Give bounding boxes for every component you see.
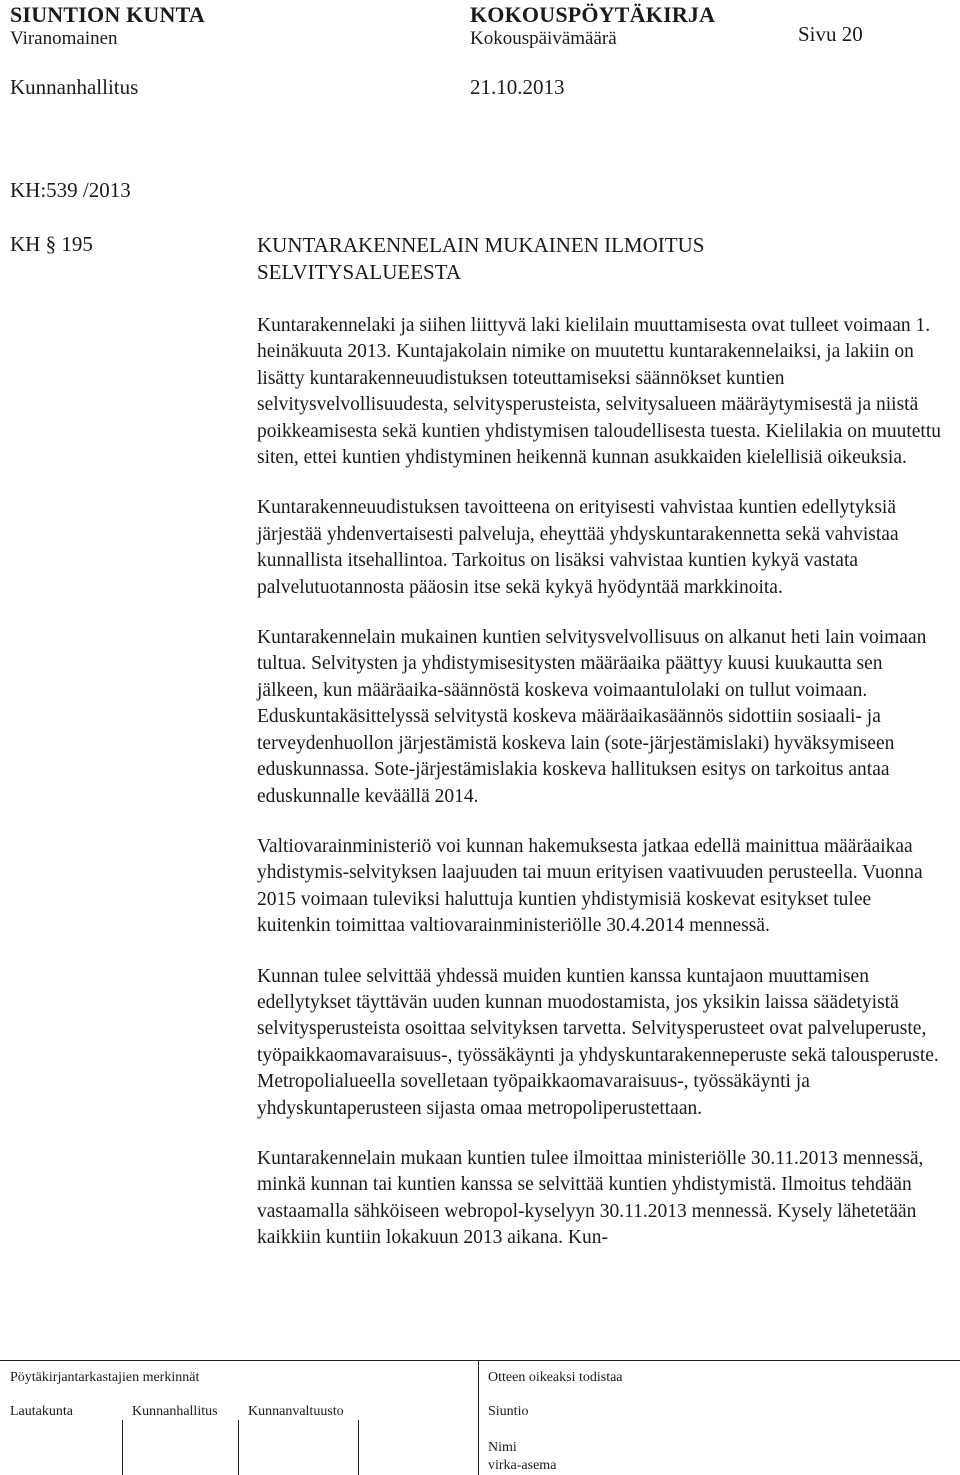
paragraph: Kuntarakennelaki ja siihen liittyvä laki kielilain muuttamisesta ovat tulleet voimaan 1. heinäkuuta 2013. Kuntajakolain nimike on muutettu kuntarakennelaiksi, ja lakiin on lisätty kuntarakenneuudistuksen toteuttamiseksi säännökset kuntien selvitysvelvollisuudesta, selvitysperusteista, selvitysalueen määräytymisestä ja niistä poikkeamisesta sekä kuntien yhdistymisen taloudellisesta tuesta. Kielilakia on muutettu siten, ettei kuntien yhdistyminen heikennä kunnan asukkaiden kielellisiä oikeuksia. xyxy=(257,315,941,469)
footer-box-divider xyxy=(238,1420,239,1475)
authority-label: Viranomainen xyxy=(10,28,118,49)
footer-divider xyxy=(478,1360,479,1475)
reviewers-label: Pöytäkirjantarkastajien merkinnät xyxy=(10,1370,200,1385)
page-number: Sivu 20 xyxy=(798,22,863,46)
footer-box-divider xyxy=(122,1420,123,1475)
paragraph: Kunnan tulee selvittää yhdessä muiden kuntien kanssa kuntajaon muuttamisen edellytykset täyttävän uuden kunnan muodostamista, jos yksikin laissa säädetyistä selvitysperusteista osoittaa selvityksen tarvetta. Selvitysperusteet ovat palveluperuste, työpaikkaomavaraisuus-, työssäkäynti ja yhdyskuntarakenneperuste sekä talousperuste. Metropolialueella sovelletaan työpaikkaomavaraisuus-, työssäkäynti ja yhdyskuntaperusteen sijasta omaa metropoliperustettaan. xyxy=(257,965,939,1119)
case-id: KH:539 /2013 xyxy=(10,178,131,202)
section-title-line1: KUNTARAKENNELAIN MUKAINEN ILMOITUS xyxy=(257,233,705,257)
name-label: Nimi xyxy=(488,1440,517,1455)
paragraph: Kuntarakennelain mukainen kuntien selvitysvelvollisuus on alkanut heti lain voimaan tultua. Selvitysten ja yhdistymisesitysten määräaika päättyy kuusi kuukautta sen jälkeen, kun määräaika-säännöstä koskeva voimaantulolaki on tullut voimaan. Eduskuntakäsittelyssä selvitystä koskeva määräaikasäännös sidottiin sosiaali- ja terveydenhuollon järjestämistä koskeva lain (sote-järjestämislaki) hyväksymiseen eduskunnassa. Sote-järjestämislakia koskeva hallituksen esitys on tarkoitus antaa eduskunnalle keväällä 2014. xyxy=(257,627,927,807)
place-label: Siuntio xyxy=(488,1404,529,1419)
council-label: Kunnanvaltuusto xyxy=(248,1404,344,1419)
footer-top-rule xyxy=(0,1360,960,1361)
section-number: KH § 195 xyxy=(10,232,93,256)
body-text xyxy=(257,313,947,1276)
authority-name: Kunnanhallitus xyxy=(10,75,139,99)
header-middle xyxy=(470,2,790,50)
paragraph: Kuntarakennelain mukaan kuntien tulee ilmoittaa ministeriölle 30.11.2013 mennessä, minkä kunnan tai kuntien kanssa se selvittää kuntien yhdistymistä. Ilmoitus tehdään vastaamalla sähköiseen webropol-kyselyyn 30.11.2013 mennessä. Kysely lähetetään kaikkiin kuntiin lokakuun 2013 aikana. Kun- xyxy=(257,1147,924,1249)
organization-name: SIUNTION KUNTA xyxy=(10,2,205,27)
section-title xyxy=(257,232,937,286)
footer xyxy=(0,1360,960,1475)
certified-label: Otteen oikeaksi todistaa xyxy=(488,1370,623,1385)
meeting-date: 21.10.2013 xyxy=(470,75,565,99)
paragraph: Valtiovarainministeriö voi kunnan hakemuksesta jatkaa edellä mainittua määräaikaa yhdistymis-selvityksen laajuuden tai muun erityisen vaativuuden perusteella. Vuonna 2015 voimaan tuleviksi haluttuja kuntien yhdistymisiä koskevat esitykset tulee kuitenkin toimittaa valtiovarainministeriölle 30.4.2014 mennessä. xyxy=(257,835,923,937)
meeting-date-label: Kokouspäivämäärä xyxy=(470,28,617,49)
title-label: virka-asema xyxy=(488,1458,557,1473)
board-label: Lautakunta xyxy=(10,1404,73,1419)
paragraph: Kuntarakenneuudistuksen tavoitteena on erityisesti vahvistaa kuntien edellytyksiä järjestää yhdenvertaisesti palveluja, eheyttää yhdyskuntarakennetta sekä vahvistaa kunnallista itsehallintoa. Tarkoitus on lisäksi vahvistaa kuntien kykyä vastata palvelutuotannosta pääosin itse sekä kykyä hyödyntää markkinoita. xyxy=(257,497,899,598)
footer-box-divider xyxy=(358,1420,359,1475)
section-title-line2: SELVITYSALUEESTA xyxy=(257,260,462,284)
municipal-board-label: Kunnanhallitus xyxy=(132,1404,218,1419)
document-type: KOKOUSPÖYTÄKIRJA xyxy=(470,2,716,27)
header-left xyxy=(10,2,470,50)
